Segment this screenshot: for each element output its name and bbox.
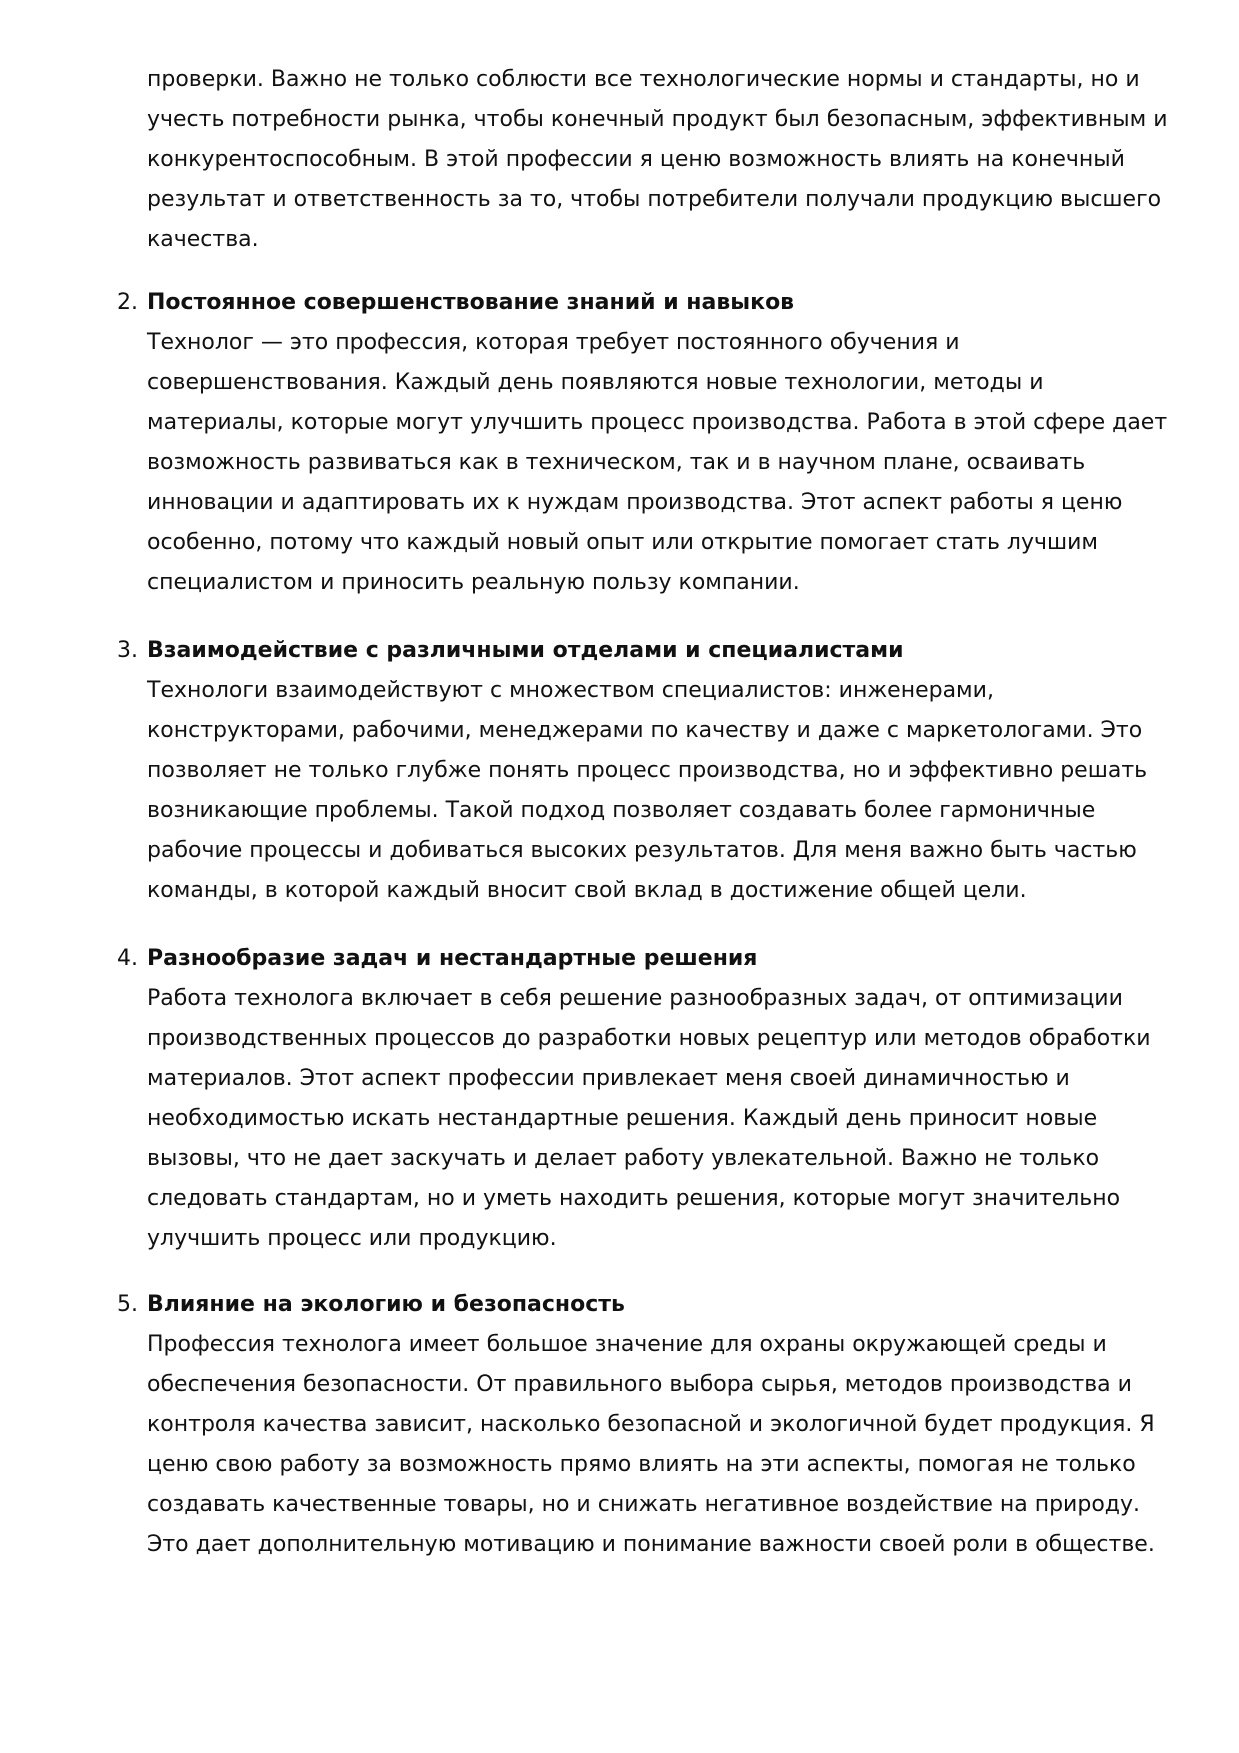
paragraph-line: команды, в которой каждый вносит свой вклад в достижение общей цели. (147, 878, 1027, 903)
paragraph-line: материалов. Этот аспект профессии привлекает меня своей динамичностью и (147, 1066, 1070, 1091)
paragraph-line: совершенствования. Каждый день появляются новые технологии, методы и (147, 370, 1044, 395)
paragraph-line: особенно, потому что каждый новый опыт или открытие помогает стать лучшим (147, 530, 1099, 555)
paragraph-line: материалы, которые могут улучшить процесс производства. Работа в этой сфере дает (147, 410, 1168, 435)
paragraph-line: Это дает дополнительную мотивацию и понимание важности своей роли в обществе. (147, 1532, 1155, 1557)
paragraph-line: возможность развиваться как в техническом, так и в научном плане, осваивать (147, 450, 1086, 475)
paragraph-line: контроля качества зависит, насколько безопасной и экологичной будет продукция. Я (147, 1412, 1155, 1437)
section-title: Разнообразие задач и нестандартные решения (147, 946, 758, 971)
list-number: 3. (117, 638, 138, 663)
paragraph-line: результат и ответственность за то, чтобы потребители получали продукцию высшего (147, 187, 1162, 212)
paragraph-line: следовать стандартам, но и уметь находить решения, которые могут значительно (147, 1186, 1121, 1211)
paragraph-line: ценю свою работу за возможность прямо влиять на эти аспекты, помогая не только (147, 1452, 1136, 1477)
paragraph-line: необходимостью искать нестандартные решения. Каждый день приносит новые (147, 1106, 1098, 1131)
paragraph-line: специалистом и приносить реальную пользу компании. (147, 570, 800, 595)
paragraph-line: инновации и адаптировать их к нуждам производства. Этот аспект работы я ценю (147, 490, 1123, 515)
list-number: 4. (117, 946, 138, 971)
section-title: Взаимодействие с различными отделами и специалистами (147, 638, 904, 663)
paragraph-line: Технолог — это профессия, которая требует постоянного обучения и (147, 330, 960, 355)
paragraph-line: позволяет не только глубже понять процесс производства, но и эффективно решать (147, 758, 1148, 783)
list-number: 2. (117, 290, 138, 315)
paragraph-line: Технологи взаимодействуют с множеством специалистов: инженерами, (147, 678, 994, 703)
section-body (147, 671, 1167, 911)
paragraph-line: обеспечения безопасности. От правильного выбора сырья, методов производства и (147, 1372, 1132, 1397)
paragraph-line: учесть потребности рынка, чтобы конечный продукт был безопасным, эффективным и (147, 107, 1168, 132)
paragraph-line: возникающие проблемы. Такой подход позволяет создавать более гармоничные (147, 798, 1096, 823)
section-body (147, 1325, 1167, 1565)
paragraph-line: Работа технолога включает в себя решение разнообразных задач, от оптимизации (147, 986, 1123, 1011)
list-number: 5. (117, 1292, 138, 1317)
paragraph-line: вызовы, что не дает заскучать и делает работу увлекательной. Важно не только (147, 1146, 1100, 1171)
section-title: Постоянное совершенствование знаний и навыков (147, 290, 795, 315)
paragraph-line: конкурентоспособным. В этой профессии я ценю возможность влиять на конечный (147, 147, 1125, 172)
paragraph-line: производственных процессов до разработки новых рецептур или методов обработки (147, 1026, 1151, 1051)
paragraph-line: качества. (147, 227, 259, 252)
paragraph-line: улучшить процесс или продукцию. (147, 1226, 557, 1251)
section-title: Влияние на экологию и безопасность (147, 1292, 625, 1317)
paragraph-line: проверки. Важно не только соблюсти все технологические нормы и стандарты, но и (147, 67, 1140, 92)
section-body (147, 979, 1167, 1259)
section-body (147, 323, 1167, 603)
paragraph-line: Профессия технолога имеет большое значение для охраны окружающей среды и (147, 1332, 1107, 1357)
paragraph-line: конструкторами, рабочими, менеджерами по качеству и даже с маркетологами. Это (147, 718, 1143, 743)
continuation-paragraph (147, 60, 1167, 260)
paragraph-line: рабочие процессы и добиваться высоких результатов. Для меня важно быть частью (147, 838, 1137, 863)
paragraph-line: создавать качественные товары, но и снижать негативное воздействие на природу. (147, 1492, 1141, 1517)
